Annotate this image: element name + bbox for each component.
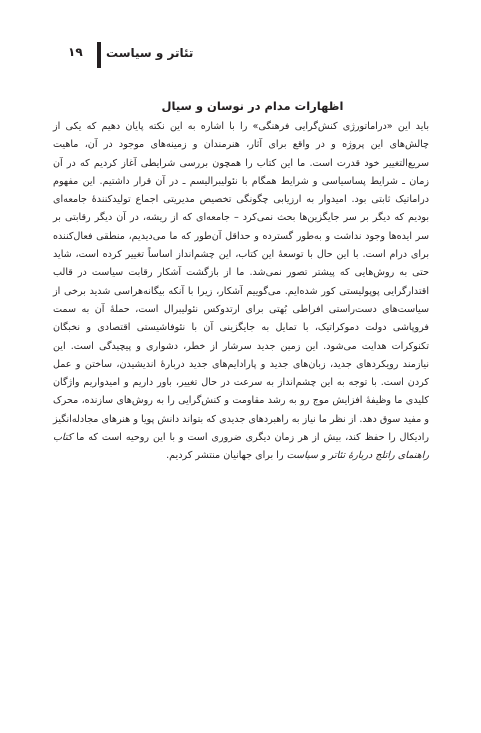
paragraph-text-after-title: را برای جهانیان منتشر کردیم. [166,450,287,462]
running-head-rule [97,42,101,68]
section-heading: اظهارات مدام در نوسان و سیال [161,98,344,113]
running-head [60,40,194,68]
running-head-book-title: تئاتر و سیاست [106,46,194,60]
body-paragraph [53,118,429,466]
cited-book-title: کتاب راهنمای راتلج دربارهٔ تئاتر و سیاست [53,432,429,462]
page-number: ۱۹ [68,45,83,59]
paragraph [53,118,429,466]
paragraph-text-before-title: باید این «دراماتورژی کنش‌گرایی فرهنگی» را با اشاره به این نکته پایان دهیم که یکی از چالش‌های این پروژه و در واقع برای آثار، هنرمندان و زمینه‌های موجود در آن، ماهیت سریع‌التغییر خود قدرت است. ما این کتاب را همچون بررسی شرایطی آغاز کردیم که در آن زمان ـ شرایط پساسیاسی و شرایط همگام با نئولیبرالیسم ـ در آن قرار داشتیم. این مفهوم دراماتیک ثابتی بود. امیدوار به ارزیابی چگونگی تخصیص مدیریتی اجماع تولیدکنندهٔ جامعه‌ای بودیم که دیگر بر سر جایگزین‌ها بحث نمی‌کرد – جامعه‌ای که از ریشه، در آن دیگر رقابتی بر سر ایده‌ها وجود نداشت و به‌طور گسترده و حداقل آن‌طور که ما می‌دیدیم، منطقی فعال‌کننده برای درام است. با این حال با توسعهٔ این کتاب، این چشم‌انداز اساساً تغییر کرده است، شاید حتی به روش‌هایی که پیشتر تصور نمی‌شد. ما از بازگشت آشکار رقابت سیاست در قالب اقتدارگرایی پوپولیستی کور شده‌ایم. می‌گوییم آشکار، زیرا با آنکه بیگانه‌هراسی شدید برخی از سیاست‌های دست‌راستی افراطی بُهتی برای ارتدوکس نئولیبرال است، حملهٔ آن به سمت فروپاشی دولت دموکراتیک، با تمایل به جایگزینی آن با نئوفاشیستی اقتصادی و نخبگان تکنوکرات هدایت می‌شود. این زمین جدید سرشار از خطر، دشواری و پیچیدگی است. این نیازمند رویکردهای جدید، زبان‌های جدید و پارادایم‌های جدید دربارهٔ اندیشیدن، ساختن و عمل کردن است. با توجه به این چشم‌انداز به سرعت در حال تغییر، باور داریم و امیدواریم واژگان کلیدی ما وظیفهٔ افزایش موج رو به رشد مقاومت و کنش‌گرایی را به روش‌های سازنده، محرک و مفید سوق دهد. از نظر ما نیاز به راهبردهای جدیدی که بتواند دانش پویا و هنرهای مجادله‌انگیز رادیکال را حفظ کند، بیش از هر زمان دیگری ضروری است و با این روحیه است که ما [53,121,429,444]
